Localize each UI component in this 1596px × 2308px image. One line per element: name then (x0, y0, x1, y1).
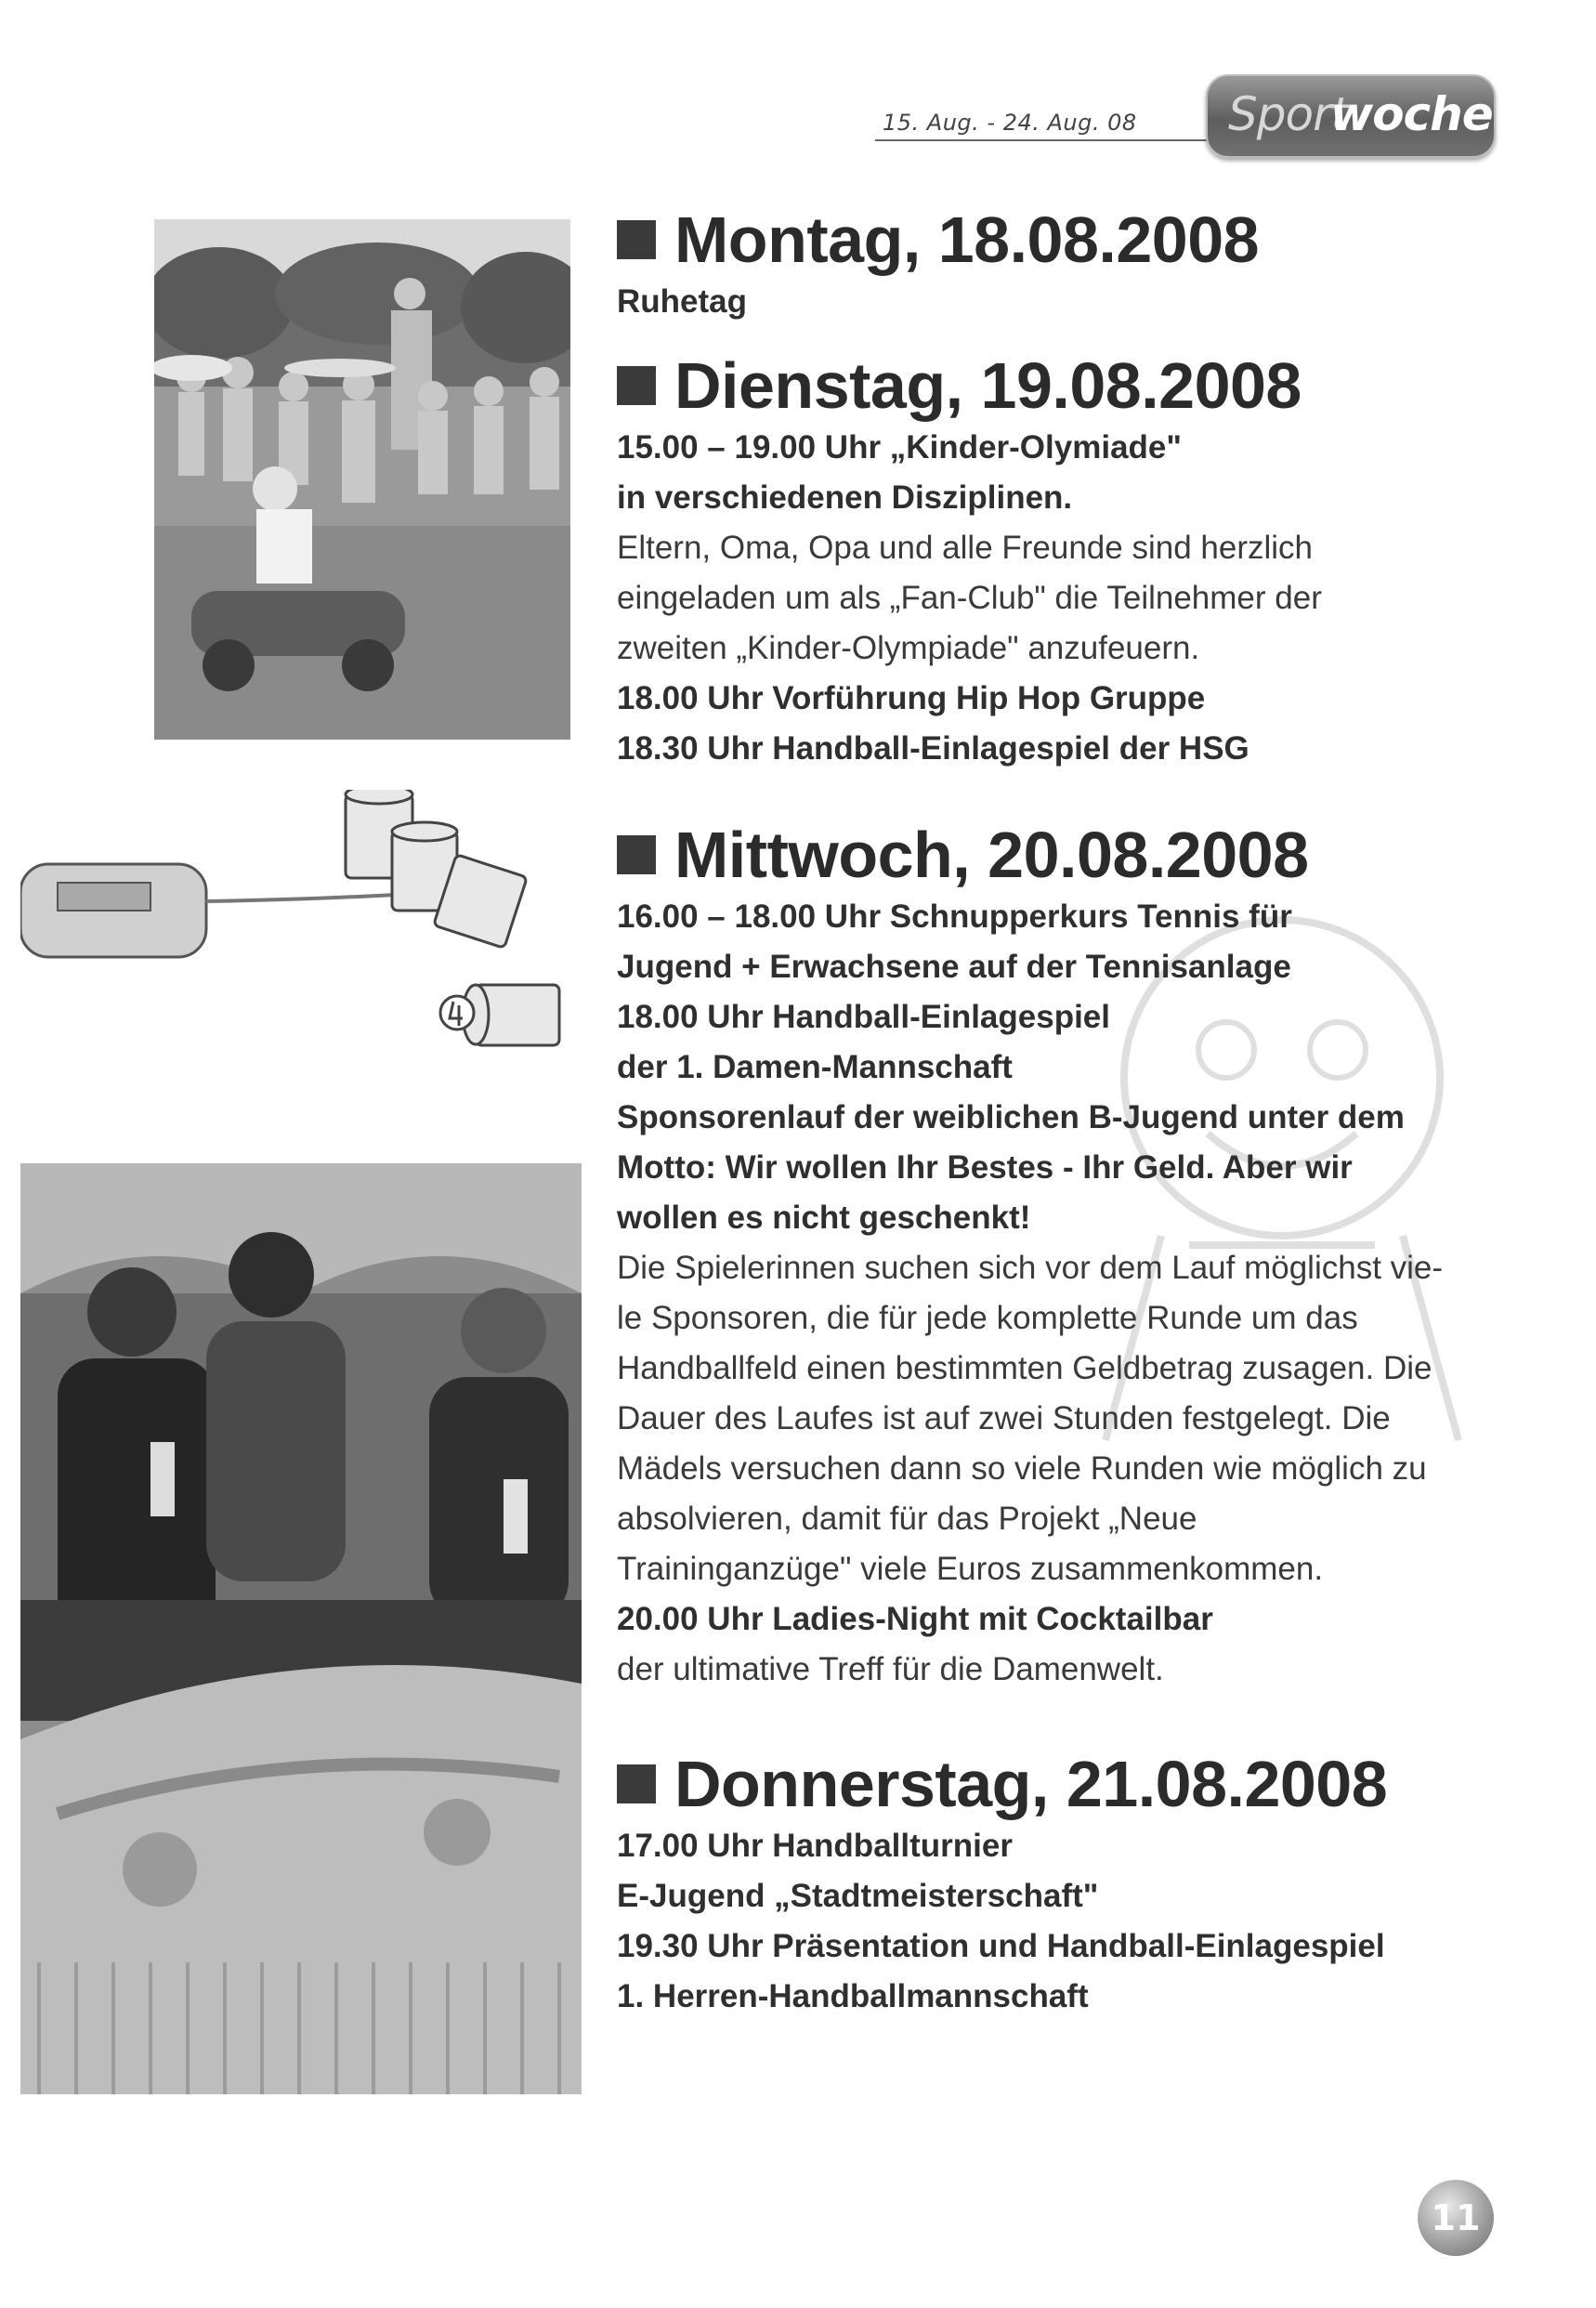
day-tuesday (617, 348, 1322, 774)
schedule-line: 1. Herren-Handballmannschaft (617, 1978, 1089, 2014)
header-rule (875, 139, 1210, 141)
schedule-line: Sponsorenlauf der weiblichen B-Jugend unter dem (617, 1099, 1405, 1135)
schedule-line: 18.30 Uhr Handball-Einlagespiel der HSG (617, 730, 1249, 767)
sportwoche-logo (1206, 74, 1496, 158)
day-title: Dienstag, 19.08.2008 (674, 349, 1302, 422)
day-title: Montag, 18.08.2008 (674, 203, 1260, 276)
schedule-line: le Sponsoren, die für jede komplette Runde um das (617, 1300, 1358, 1336)
illustration-tin-can-game (20, 790, 578, 1069)
logo-text-woche: woche (1330, 87, 1493, 141)
day-title: Donnerstag, 21.08.2008 (674, 1748, 1388, 1820)
schedule-line: absolvieren, damit für das Projekt „Neue (617, 1501, 1197, 1537)
schedule-line: Mädels versuchen dann so viele Runden wie möglich zu (617, 1450, 1427, 1487)
schedule-line: 15.00 – 19.00 Uhr „Kinder-Olymiade" (617, 429, 1182, 466)
schedule-line: Eltern, Oma, Opa und alle Freunde sind herzlich (617, 530, 1313, 566)
day-title: Mittwoch, 20.08.2008 (674, 819, 1309, 891)
photo-kids-olympiade (154, 219, 570, 740)
schedule-line: wollen es nicht geschenkt! (617, 1200, 1031, 1236)
photo-ladies-bar (20, 1163, 582, 2094)
schedule-line: Traininganzüge" viele Euros zusammenkommen. (617, 1551, 1324, 1587)
page-number: 11 (1418, 2180, 1494, 2256)
schedule-line: eingeladen um als „Fan-Club" die Teilnehmer der (617, 580, 1322, 616)
day-wednesday (617, 818, 1443, 1695)
schedule-line: E-Jugend „Stadtmeisterschaft" (617, 1878, 1099, 1914)
date-range: 15. Aug. - 24. Aug. 08 (883, 110, 1137, 136)
schedule-line: 18.00 Uhr Handball-Einlagespiel (617, 999, 1110, 1035)
square-bullet-icon (617, 220, 656, 259)
schedule-line: Die Spielerinnen suchen sich vor dem Lauf möglichst vie- (617, 1250, 1444, 1286)
schedule-line: Jugend + Erwachsene auf der Tennisanlage (617, 949, 1291, 985)
day-monday (617, 203, 1259, 327)
schedule-line: in verschiedenen Disziplinen. (617, 479, 1073, 516)
schedule-line: Handballfeld einen bestimmten Geldbetrag zusagen. Die (617, 1350, 1432, 1386)
schedule-line: der 1. Damen-Mannschaft (617, 1049, 1013, 1085)
schedule-line: 19.30 Uhr Präsentation und Handball-Einlagespiel (617, 1928, 1385, 1964)
schedule-line: 17.00 Uhr Handballturnier (617, 1828, 1013, 1864)
day-heading (617, 203, 1259, 277)
logo-text-sport: Sport (1228, 87, 1349, 141)
square-bullet-icon (617, 366, 656, 405)
schedule-line: 16.00 – 18.00 Uhr Schnupperkurs Tennis für (617, 898, 1292, 935)
day-heading (617, 348, 1322, 423)
day-heading (617, 1747, 1387, 1821)
schedule-line: Motto: Wir wollen Ihr Bestes - Ihr Geld. Aber wir (617, 1149, 1353, 1186)
schedule-line: zweiten „Kinder-Olympiade" anzufeuern. (617, 630, 1200, 666)
schedule-line: Dauer des Laufes ist auf zwei Stunden festgelegt. Die (617, 1400, 1391, 1436)
square-bullet-icon (617, 835, 656, 874)
schedule-line: der ultimative Treff für die Damenwelt. (617, 1651, 1164, 1687)
schedule-line: 18.00 Uhr Vorführung Hip Hop Gruppe (617, 680, 1206, 716)
day-thursday (617, 1747, 1387, 2022)
square-bullet-icon (617, 1764, 656, 1803)
day-heading (617, 818, 1443, 892)
schedule-line: 20.00 Uhr Ladies-Night mit Cocktailbar (617, 1601, 1213, 1637)
schedule-line: Ruhetag (617, 283, 747, 320)
